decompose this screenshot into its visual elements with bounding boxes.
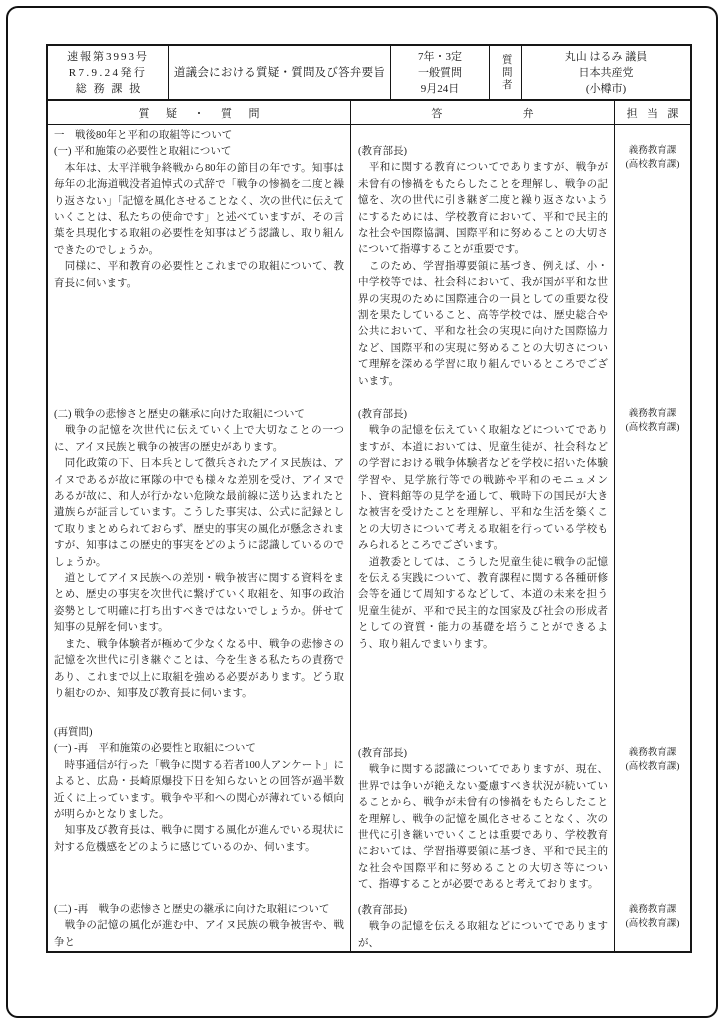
- answer-speaker: (教育部長): [358, 146, 407, 157]
- question-paragraph: 同化政策の下、日本兵として徴兵されたアイヌ民族は、アイヌであるが故に軍隊の中でも様々な差別を受け、アイヌであるが故に、和人が行かない危険な最前線に送り込まれたと遺族らが証言しています。こうした事実は、公式に記録として取りまとめられておらず、歴史的事実の風化が懸念されますが、知事はこの歴史的事実をどのように認識しているのでしょうか。: [54, 458, 344, 568]
- question-paragraph: また、戦争体験者が極めて少なくなる中、戦争の悲惨さの記憶を次世代に引き継ぐことは、今を生きる私たちの責務であり、これまで以上に取組を強める必要があります。どう取り組むのか、知事及び教育長に伺います。: [54, 638, 344, 699]
- department-name: 義務教育課: [628, 905, 677, 915]
- question-heading: 一 戦後80年と平和の取組等について: [54, 130, 233, 141]
- session-type: 一般質問: [418, 66, 462, 79]
- answer-cell: [351, 404, 615, 722]
- answer-cell: [351, 125, 615, 404]
- issue-date: R7.9.24発行: [68, 66, 148, 79]
- department-cell: [615, 125, 690, 404]
- question-column-header: [48, 101, 351, 124]
- answer-column-header: [351, 101, 615, 124]
- report-meta-cell: [48, 46, 169, 99]
- department-name-secondary: (高校教育課): [625, 160, 680, 170]
- answer-speaker: (教育部長): [358, 748, 407, 759]
- department-cell: [615, 404, 690, 722]
- qa-row-4: [48, 899, 690, 951]
- question-paragraph: 同様に、平和教育の必要性とこれまでの取組について、教育長に伺います。: [54, 261, 344, 289]
- questioner-city: (小樽市): [585, 82, 627, 95]
- question-subheading: (二) -再 戦争の悲惨さと歴史の継承に向けた取組について: [54, 904, 330, 915]
- questioner-cell: [522, 46, 690, 99]
- report-header: [48, 46, 690, 101]
- question-paragraph: 時事通信が行った「戦争に関する若者100人アンケート」によると、広島・長崎原爆投下日を知らないとの回答が過半数近くに上っています。戦争や平和への関心が薄れている傾向が明らかとなりました。: [54, 759, 344, 821]
- answer-paragraph: 平和に関する教育についてでありますが、戦争が未曾有の惨禍をもたらしたことを理解し、戦争の記憶を、次の世代に引き継ぎ二度と繰り返さないようにするためには、学校教育において、平和で民主的な社会や国際協調、国際平和に努めることの大切さについて指導することが重要です。: [358, 162, 608, 256]
- answer-paragraph: 戦争に関する認識についてでありますが、現在、世界では争いが絶えない憂慮すべき状況が続いていることから、戦争が未曾有の惨禍をもたらしたことを理解し、戦争の記憶を風化させることなく、次の世代に引き継いでいくことは重要であり、学校教育においては、学習指導要領に基づき、平和で民主的な社会や国際平和に努めることの大切さ等について、指導することが必要であると考えております。: [358, 764, 608, 891]
- session-cell: [391, 46, 490, 99]
- report-number: 速報第3993号: [67, 50, 149, 63]
- answer-paragraph: 戦争の記憶を伝えていく取組などについてでありますが、本道においては、児童生徒が、社会科などの学習における戦争体験者などを学校に招いた体験学習や、見学旅行等での戦跡や平和のモニュメント、資料館等の見学を通して、戦時下の国民が大きな被害を受けたことを理解し、平和な生活を築くことの大切さについて考える取組を行っている学校もみられるところでございます。: [358, 425, 608, 552]
- answer-column-label: 答弁: [431, 107, 614, 120]
- column-headers: [48, 101, 690, 125]
- question-subheading: (一) 平和施策の必要性と取組について: [54, 146, 232, 158]
- answer-speaker: (教育部長): [358, 409, 407, 420]
- question-paragraph: 道としてアイヌ民族への差別・戦争被害に関する資料をまとめ、歴史の事実を次世代に繋げていく取組を、知事の政治姿勢として明確に打ち出すべきではないでしょうか。併せて知事の見解を伺います。: [54, 573, 344, 634]
- question-subheading: (二) 戦争の悲惨さと歴史の継承に向けた取組について: [54, 409, 305, 420]
- department-name-secondary: (高校教育課): [625, 423, 680, 433]
- requestion-label: (再質問): [54, 727, 93, 738]
- department-name: 義務教育課: [628, 409, 677, 419]
- department-name-secondary: (高校教育課): [625, 919, 680, 929]
- question-cell: [48, 125, 351, 404]
- qa-row-3: [48, 722, 690, 899]
- question-cell: [48, 404, 351, 722]
- department-cell: [615, 722, 690, 899]
- department-column-header: [615, 101, 690, 124]
- department-column-label: 担当課: [626, 107, 688, 120]
- question-paragraph: 本年は、太平洋戦争終戦から80年の節目の年です。知事は毎年の北海道戦没者追悼式の式辞で「戦争の惨禍を二度と繰り返さない」「記憶を風化させることなく、次の世代に伝えていくことは、私たちの使命です」と述べていますが、その言葉を具現化する取組の必要性を知事はどう認識し、取り組んできたのでしょうか。: [54, 162, 344, 256]
- questioner-label-cell: [490, 46, 522, 99]
- question-paragraph: 知事及び教育長は、戦争に関する風化が進んでいる現状に対する危機感をどのように感じているのか、伺います。: [54, 825, 344, 853]
- department-name-secondary: (高校教育課): [625, 762, 680, 772]
- answer-speaker: (教育部長): [358, 905, 407, 916]
- questioner-party: 日本共産党: [578, 66, 634, 79]
- question-cell: [48, 899, 351, 951]
- handling-section: 総務課扱: [75, 82, 148, 95]
- answer-paragraph: このため、学習指導要領に基づき、例えば、小・中学校等では、社会科において、我が国が平和な世界の実現のために国際連合の一員としての重要な役割を果たしていること、高等学校では、歴史総合や公共において、平和な社会の実現に向けた国際協力など、国際平和の実現に努めることの大切さについて理解を深める学習に取り組んでいるところでございます。: [358, 260, 608, 387]
- qa-row-2: [48, 404, 690, 722]
- scanned-page: [6, 6, 718, 1018]
- report-table: [46, 44, 692, 953]
- questioner-name: 丸山 はるみ 議員: [564, 50, 648, 63]
- question-subheading: (一) -再 平和施策の必要性と取組について: [54, 743, 256, 755]
- report-title-cell: [169, 46, 391, 99]
- department-name: 義務教育課: [628, 748, 677, 758]
- session-term: 7年・3定: [418, 50, 462, 63]
- question-cell: [48, 722, 351, 899]
- answer-paragraph: 戦争の記憶を伝える取組などについてでありますが、: [358, 921, 608, 949]
- qa-row-1: [48, 125, 690, 404]
- answer-cell: [351, 899, 615, 951]
- department-name: 義務教育課: [628, 146, 677, 156]
- answer-paragraph: 道教委としては、こうした児童生徒に戦争の記憶を伝える実践について、教育課程に関する各種研修会等を通じて周知するなどして、本道の未来を担う児童生徒が、平和で民主的な国家及び社会の形成者としての資質・能力の基礎を培うことができるよう、取り組んでまいります。: [358, 556, 608, 650]
- question-column-label: 質疑・質問: [138, 107, 276, 120]
- question-paragraph: 戦争の記憶の風化が進む中、アイヌ民族の戦争被害や、戦争と: [54, 920, 344, 948]
- questioner-label: 質問者: [500, 53, 512, 92]
- answer-cell: [351, 722, 615, 899]
- question-paragraph: 戦争の記憶を次世代に伝えていく上で大切なことの一つに、アイヌ民族と戦争の被害の歴史があります。: [54, 425, 344, 453]
- document-title: 道議会における質疑・質問及び答弁要旨: [173, 66, 386, 79]
- session-date: 9月24日: [420, 82, 460, 95]
- department-cell: [615, 899, 690, 951]
